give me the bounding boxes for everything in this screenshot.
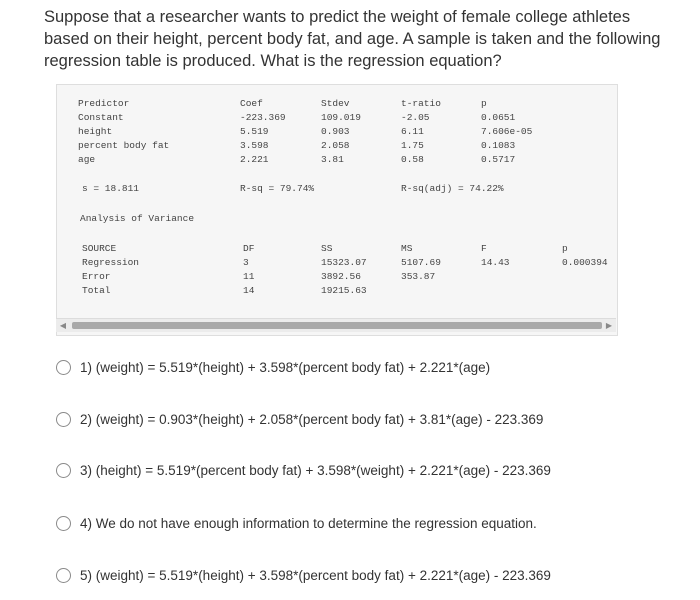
answer-option-label: 5) (weight) = 5.519*(height) + 3.598*(percent body fat) + 2.221*(age) - 223.369	[80, 567, 551, 583]
predictor-column	[78, 97, 169, 167]
anova-source-header: SOURCE	[82, 243, 117, 254]
stdev-header: Stdev	[321, 98, 350, 109]
question-text: Suppose that a researcher wants to predict the weight of female college athletes based on their height, percent body fat, and age. A sample is taken and the following regression table is produced. What is the regression equation?	[44, 8, 661, 70]
anova-df-cell: 14	[243, 285, 255, 296]
radio-button-icon[interactable]	[56, 516, 71, 531]
anova-p-header: p	[562, 243, 568, 254]
coef-column	[240, 97, 286, 167]
radio-button-icon[interactable]	[56, 412, 71, 427]
t-ratio-column	[401, 97, 441, 167]
anova-ms-cell: 5107.69	[401, 257, 441, 268]
stdev-cell: 3.81	[321, 154, 344, 165]
coef-cell: 5.519	[240, 126, 269, 137]
p-value-header: p	[481, 98, 487, 109]
anova-ms-cell: 353.87	[401, 271, 436, 282]
coef-cell: 2.221	[240, 154, 269, 165]
stdev-cell: 109.019	[321, 112, 361, 123]
coef-header: Coef	[240, 98, 263, 109]
predictor-cell: height	[78, 126, 113, 137]
anova-ss-cell: 15323.07	[321, 257, 367, 268]
answer-option-5[interactable]	[56, 563, 551, 587]
answer-option-4[interactable]	[56, 511, 537, 535]
predictor-cell: Constant	[78, 112, 124, 123]
anova-ss-column	[321, 242, 367, 298]
anova-source-cell: Total	[82, 285, 111, 296]
answer-option-label: 2) (weight) = 0.903*(height) + 2.058*(percent body fat) + 3.81*(age) - 223.369	[80, 411, 544, 427]
predictor-cell: age	[78, 154, 96, 165]
t-ratio-header: t-ratio	[401, 98, 441, 109]
anova-p-column	[562, 242, 608, 270]
t-ratio-cell: -2.05	[401, 112, 430, 123]
anova-source-column	[82, 242, 139, 298]
horizontal-scrollbar[interactable]	[56, 318, 616, 332]
scrollbar-thumb[interactable]	[72, 322, 602, 329]
t-ratio-cell: 1.75	[401, 140, 424, 151]
radio-button-icon[interactable]	[56, 463, 71, 478]
anova-f-cell: 14.43	[481, 257, 510, 268]
predictor-cell: percent body fat	[78, 140, 170, 151]
coef-cell: -223.369	[240, 112, 286, 123]
anova-df-column	[243, 242, 254, 298]
anova-ss-header: SS	[321, 243, 333, 254]
anova-source-cell: Error	[82, 271, 111, 282]
coef-cell: 3.598	[240, 140, 269, 151]
answer-option-label: 3) (height) = 5.519*(percent body fat) + 3.598*(weight) + 2.221*(age) - 223.369	[80, 462, 551, 478]
p-value-cell: 0.0651	[481, 112, 516, 123]
r-sq-statistic: R-sq = 79.74%	[240, 183, 315, 194]
answer-option-2[interactable]	[56, 407, 543, 431]
anova-source-cell: Regression	[82, 257, 140, 268]
anova-title: Analysis of Variance	[80, 213, 195, 224]
answer-option-label: 1) (weight) = 5.519*(height) + 3.598*(percent body fat) + 2.221*(age)	[80, 359, 491, 375]
anova-df-cell: 11	[243, 271, 255, 282]
scroll-right-icon[interactable]: ▶	[605, 321, 613, 330]
anova-df-cell: 3	[243, 257, 249, 268]
p-value-cell: 7.606e-05	[481, 126, 533, 137]
anova-f-header: F	[481, 243, 487, 254]
anova-ss-cell: 3892.56	[321, 271, 361, 282]
r-sq-adj-statistic: R-sq(adj) = 74.22%	[401, 183, 504, 194]
p-value-cell: 0.1083	[481, 140, 516, 151]
answer-option-3[interactable]	[56, 458, 551, 482]
stdev-column	[321, 97, 361, 167]
stdev-cell: 2.058	[321, 140, 350, 151]
radio-button-icon[interactable]	[56, 360, 71, 375]
p-value-cell: 0.5717	[481, 154, 516, 165]
s-statistic: s = 18.811	[82, 183, 140, 194]
radio-button-icon[interactable]	[56, 568, 71, 583]
anova-f-column	[481, 242, 510, 270]
scroll-left-icon[interactable]: ◀	[59, 321, 67, 330]
p-value-column	[481, 97, 532, 167]
stdev-cell: 0.903	[321, 126, 350, 137]
t-ratio-cell: 6.11	[401, 126, 424, 137]
anova-df-header: DF	[243, 243, 255, 254]
t-ratio-cell: 0.58	[401, 154, 424, 165]
answer-option-1[interactable]	[56, 355, 490, 379]
anova-p-cell: 0.000394	[562, 257, 608, 268]
anova-ss-cell: 19215.63	[321, 285, 367, 296]
anova-ms-column	[401, 242, 441, 284]
predictor-header: Predictor	[78, 98, 130, 109]
answer-option-label: 4) We do not have enough information to determine the regression equation.	[80, 515, 537, 531]
anova-ms-header: MS	[401, 243, 413, 254]
